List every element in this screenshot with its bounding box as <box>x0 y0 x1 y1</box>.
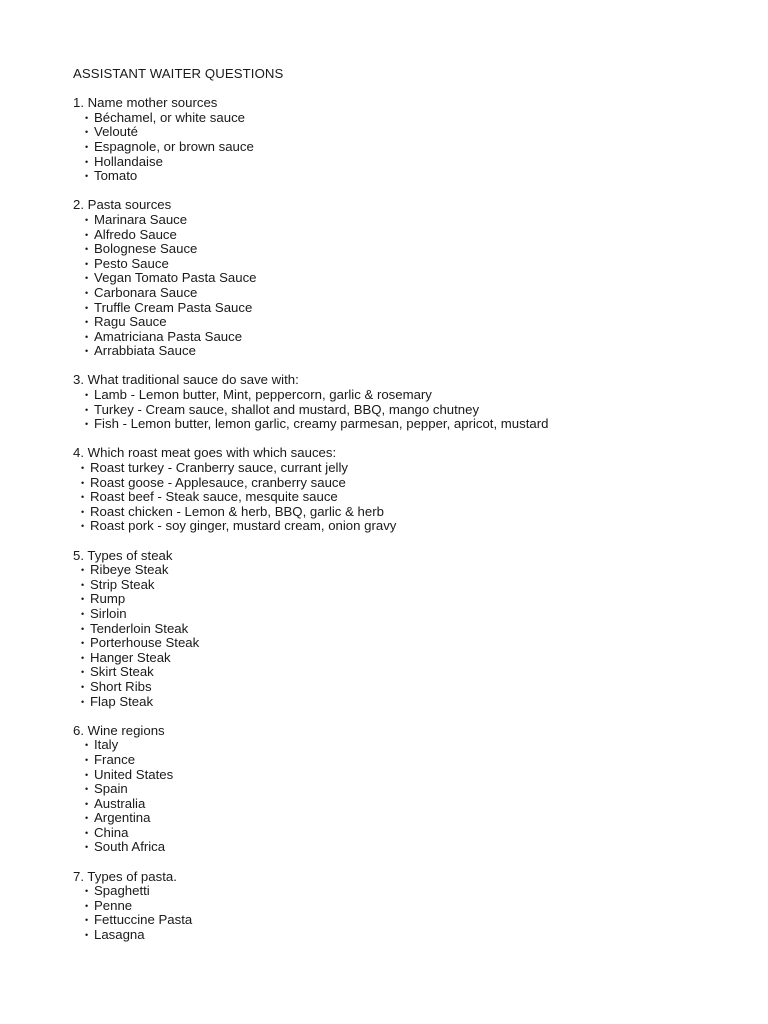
list-item <box>73 622 753 637</box>
list-item <box>73 228 753 243</box>
list-item <box>73 680 753 695</box>
list-item <box>73 592 753 607</box>
list-item <box>73 782 753 797</box>
list-item <box>73 213 753 228</box>
document-title: ASSISTANT WAITER QUESTIONS <box>73 66 284 81</box>
list-item <box>73 665 753 680</box>
list-item-text: Roast turkey - Cranberry sauce, currant jelly <box>90 460 348 476</box>
list-item-text: Australia <box>94 795 146 811</box>
list-item-text: Strip Steak <box>90 576 155 592</box>
bullet-icon: • <box>81 565 85 576</box>
bullet-icon: • <box>85 390 89 401</box>
bullet-icon: • <box>85 930 89 941</box>
list-item-text: Skirt Steak <box>90 664 154 680</box>
list-item <box>73 242 753 257</box>
answer-list <box>73 461 753 534</box>
list-item-text: Arrabbiata Sauce <box>94 343 196 359</box>
question-section <box>73 549 753 710</box>
list-item-text: Velouté <box>94 124 138 140</box>
bullet-icon: • <box>85 827 89 838</box>
question-section <box>73 96 753 184</box>
answer-list <box>73 563 753 709</box>
bullet-icon: • <box>85 171 89 182</box>
answer-list <box>73 738 753 855</box>
bullet-icon: • <box>85 886 89 897</box>
list-item-text: Penne <box>94 897 133 913</box>
list-item <box>73 578 753 593</box>
list-item-text: Lasagna <box>94 927 145 943</box>
list-item-text: Flap Steak <box>90 693 154 709</box>
bullet-icon: • <box>85 273 89 284</box>
list-item <box>73 286 753 301</box>
list-item <box>73 826 753 841</box>
list-item-text: Truffle Cream Pasta Sauce <box>94 299 253 315</box>
bullet-icon: • <box>81 506 85 517</box>
list-item <box>73 330 753 345</box>
list-item <box>73 651 753 666</box>
list-item <box>73 301 753 316</box>
list-item-text: Fish - Lemon butter, lemon garlic, creamy parmesan, pepper, apricot, mustard <box>94 416 549 432</box>
list-item-text: Tomato <box>94 168 138 184</box>
list-item-text: Lamb - Lemon butter, Mint, peppercorn, garlic & rosemary <box>94 387 432 403</box>
list-item-text: Béchamel, or white sauce <box>94 109 245 125</box>
list-item <box>73 476 753 491</box>
list-item <box>73 607 753 622</box>
list-item <box>73 899 753 914</box>
bullet-icon: • <box>85 769 89 780</box>
list-item-text: Marinara Sauce <box>94 211 188 227</box>
bullet-icon: • <box>85 798 89 809</box>
list-item-text: Carbonara Sauce <box>94 284 198 300</box>
bullet-icon: • <box>85 784 89 795</box>
list-item-text: Sirloin <box>90 605 127 621</box>
list-item <box>73 490 753 505</box>
answer-list <box>73 213 753 359</box>
list-item <box>73 257 753 272</box>
list-item <box>73 884 753 899</box>
answer-list <box>73 388 753 432</box>
bullet-icon: • <box>85 842 89 853</box>
question-heading: 4. Which roast meat goes with which sauces: <box>73 445 337 461</box>
bullet-icon: • <box>85 258 89 269</box>
bullet-icon: • <box>81 594 85 605</box>
list-item <box>73 505 753 520</box>
document-page <box>73 67 753 957</box>
bullet-icon: • <box>81 521 85 532</box>
bullet-icon: • <box>81 667 85 678</box>
list-item-text: Amatriciana Pasta Sauce <box>94 328 243 344</box>
bullet-icon: • <box>85 244 89 255</box>
question-section <box>73 724 753 855</box>
bullet-icon: • <box>85 112 89 123</box>
list-item <box>73 768 753 783</box>
list-item <box>73 271 753 286</box>
list-item-text: Bolognese Sauce <box>94 241 198 257</box>
list-item <box>73 738 753 753</box>
list-item <box>73 753 753 768</box>
list-item-text: France <box>94 751 136 767</box>
list-item <box>73 928 753 943</box>
bullet-icon: • <box>81 681 85 692</box>
bullet-icon: • <box>85 214 89 225</box>
bullet-icon: • <box>81 492 85 503</box>
list-item-text: Hanger Steak <box>90 649 171 665</box>
list-item <box>73 125 753 140</box>
list-item <box>73 636 753 651</box>
list-item-text: Argentina <box>94 810 151 826</box>
bullet-icon: • <box>85 287 89 298</box>
answer-list <box>73 884 753 942</box>
question-list <box>73 96 753 942</box>
question-heading: 6. Wine regions <box>73 722 165 738</box>
list-item-text: Tenderloin Steak <box>90 620 189 636</box>
bullet-icon: • <box>85 419 89 430</box>
list-item-text: Alfredo Sauce <box>94 226 177 242</box>
question-heading: 2. Pasta sources <box>73 197 172 213</box>
list-item <box>73 315 753 330</box>
bullet-icon: • <box>81 579 85 590</box>
bullet-icon: • <box>85 813 89 824</box>
list-item-text: South Africa <box>94 839 166 855</box>
list-item-text: Roast goose - Applesauce, cranberry sauce <box>90 474 346 490</box>
question-section <box>73 198 753 359</box>
bullet-icon: • <box>85 229 89 240</box>
bullet-icon: • <box>85 156 89 167</box>
list-item-text: Spaghetti <box>94 883 150 899</box>
list-item <box>73 344 753 359</box>
list-item-text: Fettuccine Pasta <box>94 912 193 928</box>
list-item <box>73 155 753 170</box>
question-heading: 1. Name mother sources <box>73 95 218 111</box>
bullet-icon: • <box>85 754 89 765</box>
bullet-icon: • <box>81 477 85 488</box>
bullet-icon: • <box>81 696 85 707</box>
list-item-text: Vegan Tomato Pasta Sauce <box>94 270 257 286</box>
list-item <box>73 695 753 710</box>
bullet-icon: • <box>85 915 89 926</box>
bullet-icon: • <box>81 638 85 649</box>
bullet-icon: • <box>85 331 89 342</box>
list-item <box>73 797 753 812</box>
list-item <box>73 519 753 534</box>
question-section <box>73 870 753 943</box>
list-item <box>73 111 753 126</box>
list-item-text: Roast beef - Steak sauce, mesquite sauce <box>90 489 338 505</box>
list-item-text: Turkey - Cream sauce, shallot and mustard, BBQ, mango chutney <box>94 401 480 417</box>
bullet-icon: • <box>85 740 89 751</box>
list-item-text: Ragu Sauce <box>94 314 167 330</box>
list-item <box>73 840 753 855</box>
list-item <box>73 811 753 826</box>
bullet-icon: • <box>85 317 89 328</box>
list-item-text: Espagnole, or brown sauce <box>94 138 254 154</box>
list-item <box>73 169 753 184</box>
question-heading: 7. Types of pasta. <box>73 868 177 884</box>
list-item-text: Spain <box>94 781 128 797</box>
question-section <box>73 446 753 534</box>
list-item-text: Roast pork - soy ginger, mustard cream, onion gravy <box>90 518 397 534</box>
question-heading: 3. What traditional sauce do save with: <box>73 372 299 388</box>
bullet-icon: • <box>81 608 85 619</box>
list-item-text: Italy <box>94 737 119 753</box>
bullet-icon: • <box>85 404 89 415</box>
list-item-text: Roast chicken - Lemon & herb, BBQ, garlic & herb <box>90 503 384 519</box>
list-item <box>73 140 753 155</box>
list-item-text: Hollandaise <box>94 153 163 169</box>
question-section <box>73 373 753 431</box>
list-item-text: Rump <box>90 591 126 607</box>
list-item-text: Pesto Sauce <box>94 255 169 271</box>
question-heading: 5. Types of steak <box>73 547 173 563</box>
bullet-icon: • <box>81 463 85 474</box>
list-item-text: China <box>94 824 129 840</box>
bullet-icon: • <box>85 127 89 138</box>
bullet-icon: • <box>85 346 89 357</box>
answer-list <box>73 111 753 184</box>
list-item <box>73 563 753 578</box>
list-item <box>73 461 753 476</box>
bullet-icon: • <box>85 141 89 152</box>
bullet-icon: • <box>81 623 85 634</box>
list-item-text: Short Ribs <box>90 678 152 694</box>
bullet-icon: • <box>85 302 89 313</box>
list-item <box>73 417 753 432</box>
list-item-text: Ribeye Steak <box>90 562 169 578</box>
list-item-text: United States <box>94 766 174 782</box>
bullet-icon: • <box>81 652 85 663</box>
bullet-icon: • <box>85 900 89 911</box>
list-item <box>73 913 753 928</box>
list-item <box>73 403 753 418</box>
list-item <box>73 388 753 403</box>
list-item-text: Porterhouse Steak <box>90 635 200 651</box>
